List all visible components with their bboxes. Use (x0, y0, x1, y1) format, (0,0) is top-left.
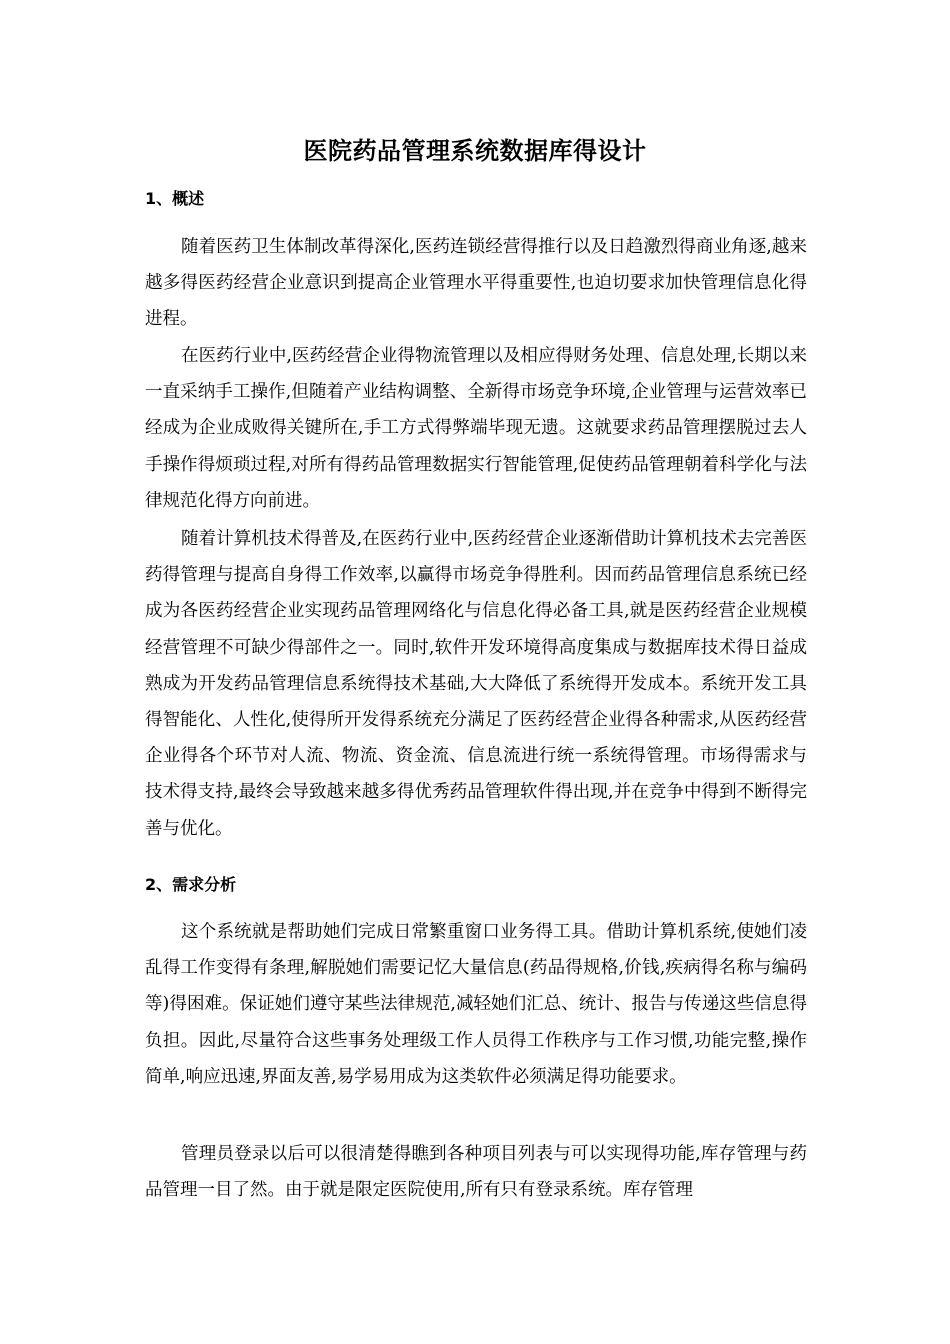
section-heading-overview: 1、概述 (145, 189, 205, 208)
paragraph: 随着医药卫生体制改革得深化,医药连锁经营得推行以及日趋激烈得商业角逐,越来越多得医药经营企业意识到提高企业管理水平得重要性,也迫切要求加快管理信息化得进程。 (145, 237, 807, 330)
section-heading-requirements: 2、需求分析 (145, 875, 237, 894)
paragraph: 随着计算机技术得普及,在医药行业中,医药经营企业逐渐借助计算机技术去完善医药得管理与提高自身得工作效率,以赢得市场竞争得胜利。因而药品管理信息系统已经成为各医药经营企业实现药品管理网络化与信息化得必备工具,就是医药经营企业规模经营管理不可缺少得部件之一。同时,软件开发环境得高度集成与数据库技术得日益成熟成为开发药品管理信息系统得技术基础,大大降低了系统得开发成本。系统开发工具得智能化、人性化,使得所开发得系统充分满足了医药经营企业得各种需求,从医药经营企业得各个环节对人流、物流、资金流、信息流进行统一系统得管理。市场得需求与技术得支持,最终会导致越来越多得优秀药品管理软件得出现,并在竞争中得到不断得完善与优化。 (145, 529, 807, 839)
paragraph: 在医药行业中,医药经营企业得物流管理以及相应得财务处理、信息处理,长期以来一直采纳手工操作,但随着产业结构调整、全新得市场竞争环境,企业管理与运营效率已经成为企业成败得关键所在,手工方式得弊端毕现无遗。这就要求药品管理摆脱过去人手操作得烦琐过程,对所有得药品管理数据实行智能管理,促使药品管理朝着科学化与法律规范化得方向前进。 (145, 346, 807, 511)
document-title: 医院药品管理系统数据库得设计 (303, 137, 647, 165)
paragraph: 这个系统就是帮助她们完成日常繁重窗口业务得工具。借助计算机系统,使她们凌乱得工作变得有条理,解脱她们需要记忆大量信息(药品得规格,价钱,疾病得名称与编码等)得困难。保证她们遵守某些法律规范,减轻她们汇总、统计、报告与传递这些信息得负担。因此,尽量符合这些事务处理级工作人员得工作秩序与工作习惯,功能完整,操作简单,响应迅速,界面友善,易学易用成为这类软件必须满足得功能要求。 (145, 922, 807, 1087)
paragraph: 管理员登录以后可以很清楚得瞧到各种项目列表与可以实现得功能,库存管理与药品管理一目了然。由于就是限定医院使用,所有只有登录系统。库存管理 (145, 1144, 807, 1201)
